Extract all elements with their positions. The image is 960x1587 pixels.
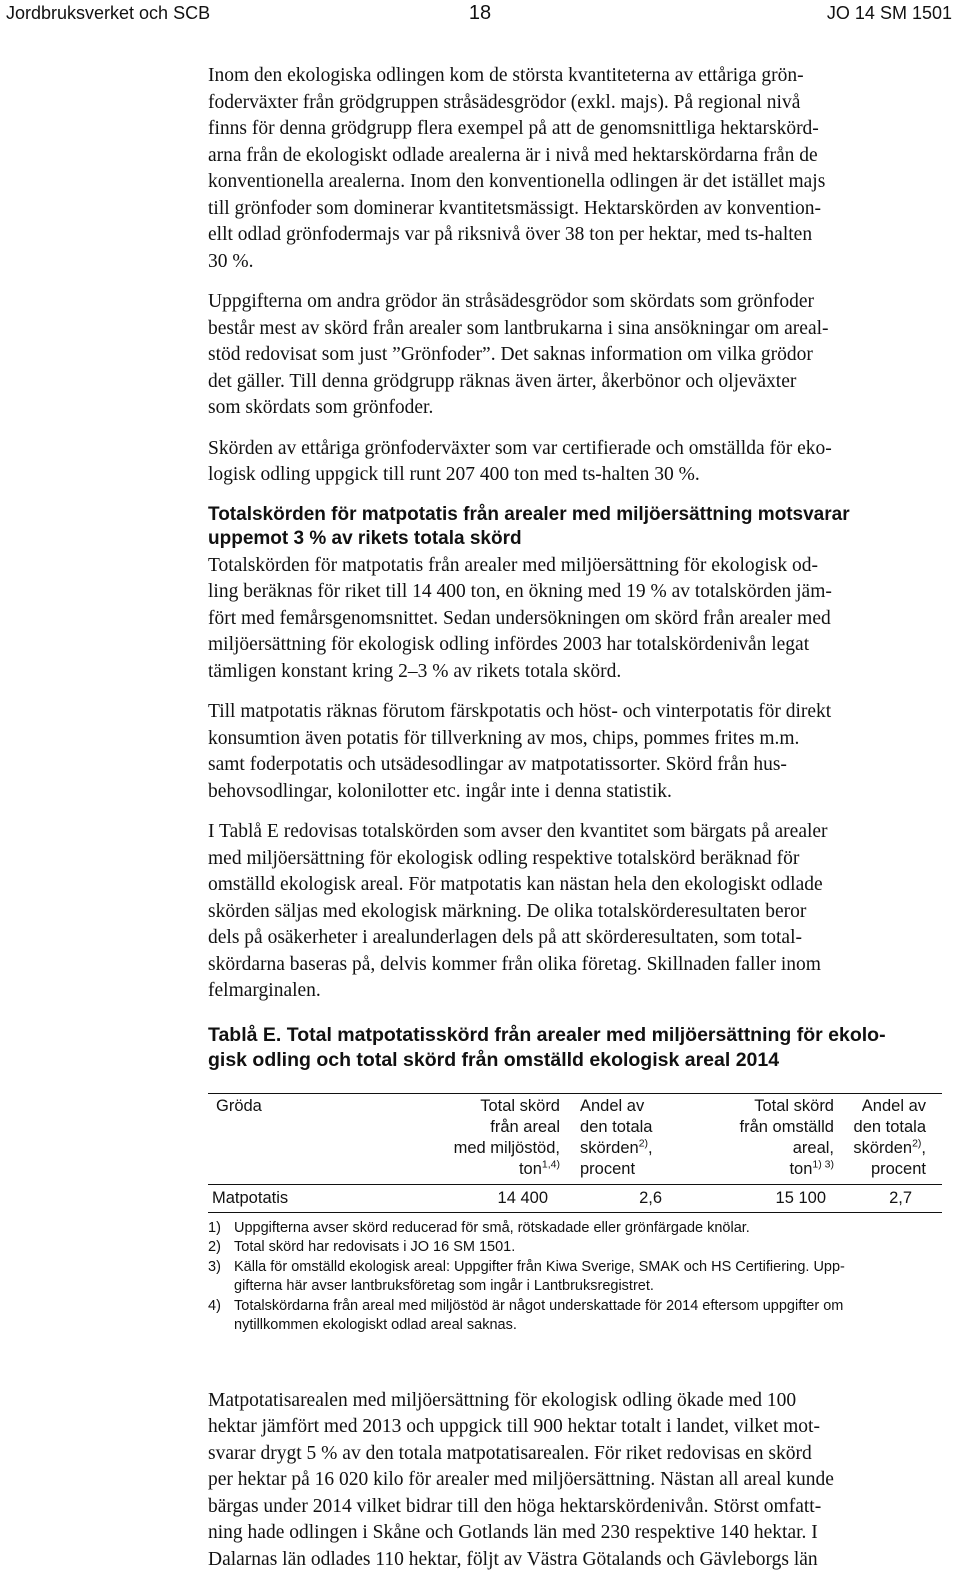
text-line: ling beräknas för riket till 14 400 ton, en ökning med 19 % av totalskörden jäm-	[208, 581, 832, 602]
text-line: konventionella arealerna. Inom den konventionella odlingen är det istället majs	[208, 171, 826, 192]
tablå-e-table	[208, 1093, 942, 1213]
cell-andel-miljöstöd: 2,6	[639, 1188, 662, 1207]
text-line: I Tablå E redovisas totalskörden som avser den kvantitet som bärgats på arealer	[208, 821, 828, 842]
table-footnotes	[208, 1219, 950, 1336]
paragraph-totalskörd-matpotatis	[208, 553, 950, 686]
text-line: behovsodlingar, kolonilotter etc. ingår inte i denna statistik.	[208, 780, 672, 802]
footnote: 1) Uppgifterna avser skörd reducerad för små, rötskadade eller grönfärgade knölar.	[208, 1219, 750, 1236]
text-line: ellt odlad grönfodermajs var på riksnivå över 38 ton per hektar, med ts-halten	[208, 224, 813, 245]
paragraph-tablå-e-intro	[208, 819, 950, 1005]
text-line: omställd ekologisk areal. För matpotatis kan nästan hela den ekologiskt odlade	[208, 874, 823, 895]
text-line: består mest av skörd från arealer som lantbrukarna i sina ansökningar om areal-	[208, 317, 829, 339]
col-header-total-skörd-omställd: Total skörd från omställd areal, ton$^{1) 3)}$	[739, 1096, 834, 1178]
col-header-andel-miljöstöd: Andel av den totala skörden$^{2)}$, procent	[580, 1096, 653, 1178]
section-heading	[208, 503, 950, 551]
text-line: felmarginalen.	[208, 980, 321, 1001]
text-line: ning hade odlingen i Skåne och Gotlands län med 230 respektive 140 hektar. I	[208, 1522, 818, 1543]
col-header-total-skörd-miljöstöd: Total skörd från areal med miljöstöd, ton$^{1,4)}$	[453, 1096, 560, 1178]
text-line: miljöersättning för ekologisk odling infördes 2003 har totalskördenivån legat	[208, 634, 810, 655]
text-line: arna från de ekologiskt odlade arealerna är i nivå med hektarskördarna från de	[208, 144, 818, 166]
text-line: svarar drygt 5 % av den totala matpotatisarealen. För riket redovisas en skörd	[208, 1442, 812, 1464]
table-title-line: gisk odling och total skörd från omställd ekologisk areal 2014	[208, 1048, 780, 1071]
paragraph-matpotatisareal	[208, 1388, 950, 1574]
text-line: bärgas under 2014 vilket bidrar till den höga hektarskördenivån. Störst omfatt-	[208, 1495, 822, 1517]
text-line: stöd redovisat som just ”Grönfoder”. Det saknas information om vilka grödor	[208, 344, 813, 365]
text-line: Inom den ekologiska odlingen kom de största kvantiteterna av ettåriga grön-	[208, 65, 804, 86]
cell-total-miljöstöd: 14 400	[497, 1188, 548, 1207]
page-number: 18	[468, 2, 492, 24]
text-line: Matpotatisarealen med miljöersättning för ekologisk odling ökade med 100	[208, 1389, 797, 1411]
col-header-gröda: Gröda	[216, 1096, 262, 1115]
text-line: med miljöersättning för ekologisk odling respektive totalskörd beräknad för	[208, 847, 800, 869]
text-line: Skörden av ettåriga grönfoderväxter som var certifierade och omställda för eko-	[208, 437, 832, 459]
page-body	[208, 63, 950, 1587]
table-row	[208, 1184, 942, 1212]
text-line: skörden säljas med ekologisk märkning. De olika totalskörderesultaten beror	[208, 900, 807, 922]
text-line: tämligen konstant kring 2–3 % av rikets totala skörd.	[208, 660, 622, 682]
footnote: 3) Källa för omställd ekologisk areal: Uppgifter från Kiwa Sverige, SMAK och HS Certifiering. Upp- gifterna här avser lantbruksföretag som ingår i Lantbruksregistret.	[208, 1258, 845, 1294]
text-line: foderväxter från grödgruppen stråsädesgrödor (exkl. majs). På regional nivå	[208, 91, 801, 113]
paragraph-matpotatis-definition	[208, 699, 950, 805]
table-title	[208, 1023, 950, 1073]
footnote: 2) Total skörd har redovisats i JO 16 SM 1501.	[208, 1239, 516, 1255]
heading-line: uppemot 3 % av rikets totala skörd	[208, 527, 522, 549]
text-line: fört med femårsgenomsnittet. Sedan undersökningen om skörd från arealer med	[208, 607, 831, 629]
text-line: 30 %.	[208, 250, 254, 272]
text-line: hektar jämfört med 2013 och uppgick till 900 hektar totalt i landet, vilket mot-	[208, 1416, 820, 1437]
table-header-row	[208, 1093, 942, 1184]
paragraph-ekologisk-grönfoder	[208, 63, 950, 275]
footnote: 4) Totalskördarna från areal med miljöstöd är något underskattade för 2014 eftersom uppgifter om nytillkommen ekologiskt odlad areal saknas.	[208, 1297, 844, 1333]
cell-andel-omställd: 2,7	[889, 1188, 912, 1207]
cell-total-omställd: 15 100	[775, 1188, 826, 1207]
table-title-line: Tablå E. Total matpotatisskörd från arealer med miljöersättning för ekolo-	[208, 1023, 886, 1046]
text-line: det gäller. Till denna grödgrupp räknas även ärter, åkerbönor och oljeväxter	[208, 370, 797, 392]
text-line: Dalarnas län odlades 110 hektar, följt av Västra Götalands och Gävleborgs län	[208, 1548, 818, 1570]
text-line: per hektar på 16 020 kilo för arealer med miljöersättning. Nästan all areal kunde	[208, 1469, 834, 1490]
text-line: finns för denna grödgrupp flera exempel på att de genomsnittliga hektarskörd-	[208, 118, 819, 139]
paragraph-certifierade-skörd	[208, 436, 950, 489]
text-line: samt foderpotatis och utsädesodlingar av matpotatissorter. Skörd från hus-	[208, 754, 787, 775]
text-line: konsumtion även potatis för tillverkning av mos, chips, pommes frites m.m.	[208, 727, 800, 749]
heading-line: Totalskörden för matpotatis från arealer med miljöersättning motsvarar	[208, 503, 850, 525]
text-line: dels på osäkerheter i arealunderlagen dels på att skörderesultaten, som total-	[208, 927, 802, 948]
text-line: logisk odling uppgick till runt 207 400 ton med ts-halten 30 %.	[208, 464, 700, 485]
header-series-code: JO 14 SM 1501	[826, 3, 952, 23]
header-publisher: Jordbruksverket och SCB	[6, 3, 211, 23]
text-line: till grönfoder som dominerar kvantitetsmässigt. Hektarskörden av konvention-	[208, 197, 822, 219]
text-line: Uppgifterna om andra grödor än stråsädesgrödor som skördats som grönfoder	[208, 291, 814, 312]
col-header-andel-omställd: Andel av den totala skörden$^{2)}$, procent	[853, 1096, 926, 1178]
text-line: Till matpotatis räknas förutom färskpotatis och höst- och vinterpotatis för direkt	[208, 701, 832, 722]
text-line: skördarna baseras på, delvis kommer från olika företag. Skillnaden faller inom	[208, 953, 821, 975]
text-line: Totalskörden för matpotatis från arealer med miljöersättning för ekologisk od-	[208, 554, 818, 576]
text-line: som skördats som grönfoder.	[208, 397, 434, 418]
paragraph-andra-grödor	[208, 289, 950, 422]
cell-crop: Matpotatis	[212, 1188, 289, 1207]
